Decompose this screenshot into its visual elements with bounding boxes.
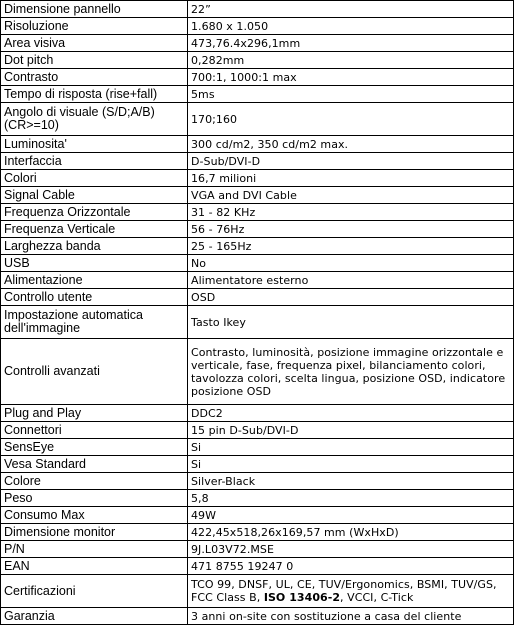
spec-value: 471 8755 19247 0 — [188, 558, 514, 575]
spec-label: Connettori — [1, 422, 188, 439]
spec-row — [1, 221, 514, 238]
spec-label: Alimentazione — [1, 272, 188, 289]
spec-value: Alimentatore esterno — [188, 272, 514, 289]
spec-value: 31 - 82 KHz — [188, 204, 514, 221]
spec-label: Angolo di visuale (S/D;A/B) (CR>=10) — [1, 103, 188, 136]
spec-label: Garanzia — [1, 608, 188, 625]
spec-label: Interfaccia — [1, 153, 188, 170]
spec-label: Vesa Standard — [1, 456, 188, 473]
spec-value: 56 - 76Hz — [188, 221, 514, 238]
spec-value: D-Sub/DVI-D — [188, 153, 514, 170]
spec-label: SensEye — [1, 439, 188, 456]
spec-value: 22” — [188, 1, 514, 18]
spec-value: Contrasto, luminosità, posizione immagine orizzontale e verticale, fase, frequenza pixel, bilanciamento colori, tavolozza colori, scelta lingua, posizione OSD, indicatore posizione OSD — [188, 339, 514, 405]
spec-value: 5ms — [188, 86, 514, 103]
spec-label: Luminosita' — [1, 136, 188, 153]
spec-row — [1, 608, 514, 625]
spec-row — [1, 422, 514, 439]
spec-label: Colori — [1, 170, 188, 187]
spec-value: 15 pin D-Sub/DVI-D — [188, 422, 514, 439]
spec-value: 170;160 — [188, 103, 514, 136]
spec-row — [1, 18, 514, 35]
cert-iso-bold: ISO 13406-2 — [263, 591, 341, 604]
spec-value: 25 - 165Hz — [188, 238, 514, 255]
spec-label: Dimensione monitor — [1, 524, 188, 541]
spec-row — [1, 1, 514, 18]
spec-row — [1, 289, 514, 306]
spec-value: 422,45x518,26x169,57 mm (WxHxD) — [188, 524, 514, 541]
cert-text-end: , VCCI, C-Tick — [340, 591, 414, 604]
spec-row — [1, 238, 514, 255]
spec-value: Tasto Ikey — [188, 306, 514, 339]
spec-row — [1, 136, 514, 153]
spec-label: USB — [1, 255, 188, 272]
spec-row — [1, 339, 514, 405]
spec-label: Frequenza Orizzontale — [1, 204, 188, 221]
spec-value: 1.680 x 1.050 — [188, 18, 514, 35]
spec-value: Si — [188, 439, 514, 456]
spec-row — [1, 456, 514, 473]
spec-value: No — [188, 255, 514, 272]
spec-label: Peso — [1, 490, 188, 507]
spec-row — [1, 575, 514, 608]
spec-label: Impostazione automatica dell'immagine — [1, 306, 188, 339]
spec-value: 0,282mm — [188, 52, 514, 69]
spec-label: Colore — [1, 473, 188, 490]
spec-label: Tempo di risposta (rise+fall) — [1, 86, 188, 103]
spec-row — [1, 473, 514, 490]
spec-row — [1, 204, 514, 221]
spec-label: Dimensione pannello — [1, 1, 188, 18]
spec-value: 3 anni on-site con sostituzione a casa del cliente — [188, 608, 514, 625]
spec-row — [1, 524, 514, 541]
spec-label: Risoluzione — [1, 18, 188, 35]
spec-value: VGA and DVI Cable — [188, 187, 514, 204]
spec-row — [1, 272, 514, 289]
spec-row — [1, 405, 514, 422]
spec-value: 5,8 — [188, 490, 514, 507]
spec-label: Certificazioni — [1, 575, 188, 608]
spec-label: Contrasto — [1, 69, 188, 86]
spec-label: Frequenza Verticale — [1, 221, 188, 238]
spec-label: Signal Cable — [1, 187, 188, 204]
spec-label: EAN — [1, 558, 188, 575]
spec-row — [1, 255, 514, 272]
spec-value: 16,7 milioni — [188, 170, 514, 187]
spec-value: OSD — [188, 289, 514, 306]
spec-row — [1, 439, 514, 456]
spec-row — [1, 507, 514, 524]
spec-label: Plug and Play — [1, 405, 188, 422]
spec-row — [1, 35, 514, 52]
spec-row — [1, 69, 514, 86]
spec-value: 300 cd/m2, 350 cd/m2 max. — [188, 136, 514, 153]
spec-row — [1, 153, 514, 170]
spec-value: 700:1, 1000:1 max — [188, 69, 514, 86]
spec-label: Controlli avanzati — [1, 339, 188, 405]
spec-row — [1, 86, 514, 103]
spec-row — [1, 490, 514, 507]
spec-label: Larghezza banda — [1, 238, 188, 255]
spec-row — [1, 52, 514, 69]
spec-value: 473,76.4x296,1mm — [188, 35, 514, 52]
spec-value: 49W — [188, 507, 514, 524]
spec-value: Si — [188, 456, 514, 473]
cert-text: TCO 99, DNSF, UL, CE, TUV/Ergonomics, BSMI, TUV/GS, FCC Class B, — [191, 578, 497, 604]
spec-label: Area visiva — [1, 35, 188, 52]
spec-row — [1, 187, 514, 204]
spec-label: Dot pitch — [1, 52, 188, 69]
spec-value: Silver-Black — [188, 473, 514, 490]
spec-label: P/N — [1, 541, 188, 558]
spec-row — [1, 103, 514, 136]
spec-row — [1, 306, 514, 339]
spec-value: 9J.L03V72.MSE — [188, 541, 514, 558]
spec-row — [1, 558, 514, 575]
spec-row — [1, 170, 514, 187]
spec-label: Controllo utente — [1, 289, 188, 306]
spec-row — [1, 541, 514, 558]
spec-label: Consumo Max — [1, 507, 188, 524]
spec-value: DDC2 — [188, 405, 514, 422]
spec-value — [188, 575, 514, 608]
